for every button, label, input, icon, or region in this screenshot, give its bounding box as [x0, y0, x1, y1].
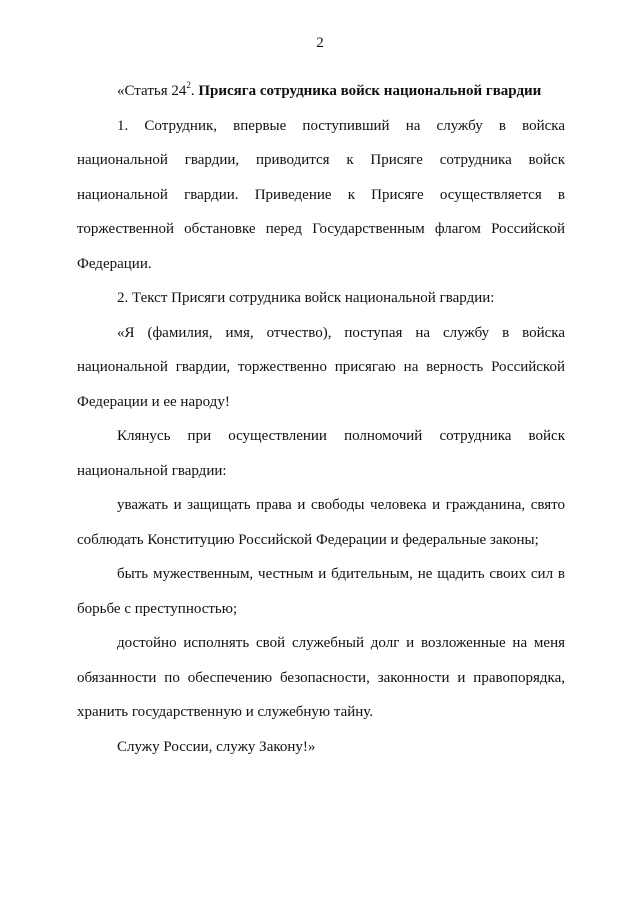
paragraph-2: 2. Текст Присяги сотрудника войск национальной гвардии:: [117, 290, 495, 306]
oath-intro-paragraph: «Я (фамилия, имя, отчество), поступая на службу в войска национальной гвардии, торжественно присягаю на верность Российской Федерации и ее народу!: [77, 324, 565, 410]
article-title: Присяга сотрудника войск национальной гвардии: [198, 83, 542, 99]
oath-item-duty: достойно исполнять свой служебный долг и возложенные на меня обязанности по обеспечению безопасности, законности и правопорядка, хранить государственную и служебную тайну.: [77, 635, 565, 720]
oath-item-courage: быть мужественным, честным и бдительным, не щадить своих сил в борьбе с преступностью;: [77, 566, 565, 617]
oath-closing: Служу России, служу Закону!»: [117, 738, 316, 755]
article-heading: [77, 74, 565, 109]
article-dot: .: [190, 83, 195, 99]
paragraph-1: 1. Сотрудник, впервые поступивший на службу в войска национальной гвардии, приводится к Присяге сотрудника войск национальной гвардии. Приведение к Присяге осуществляется в торжественной обстановке перед Государственным флагом Российской Федерации.: [77, 117, 565, 272]
page-number: 2: [316, 35, 324, 51]
article-number: «Статья 24: [117, 83, 187, 99]
oath-swear-paragraph: Клянусь при осуществлении полномочий сотрудника войск национальной гвардии:: [77, 428, 565, 479]
oath-item-rights: уважать и защищать права и свободы человека и гражданина, свято соблюдать Конституцию Российской Федерации и федеральные законы;: [77, 497, 565, 548]
document-body: [77, 74, 565, 764]
article-superscript: 2: [186, 80, 191, 90]
